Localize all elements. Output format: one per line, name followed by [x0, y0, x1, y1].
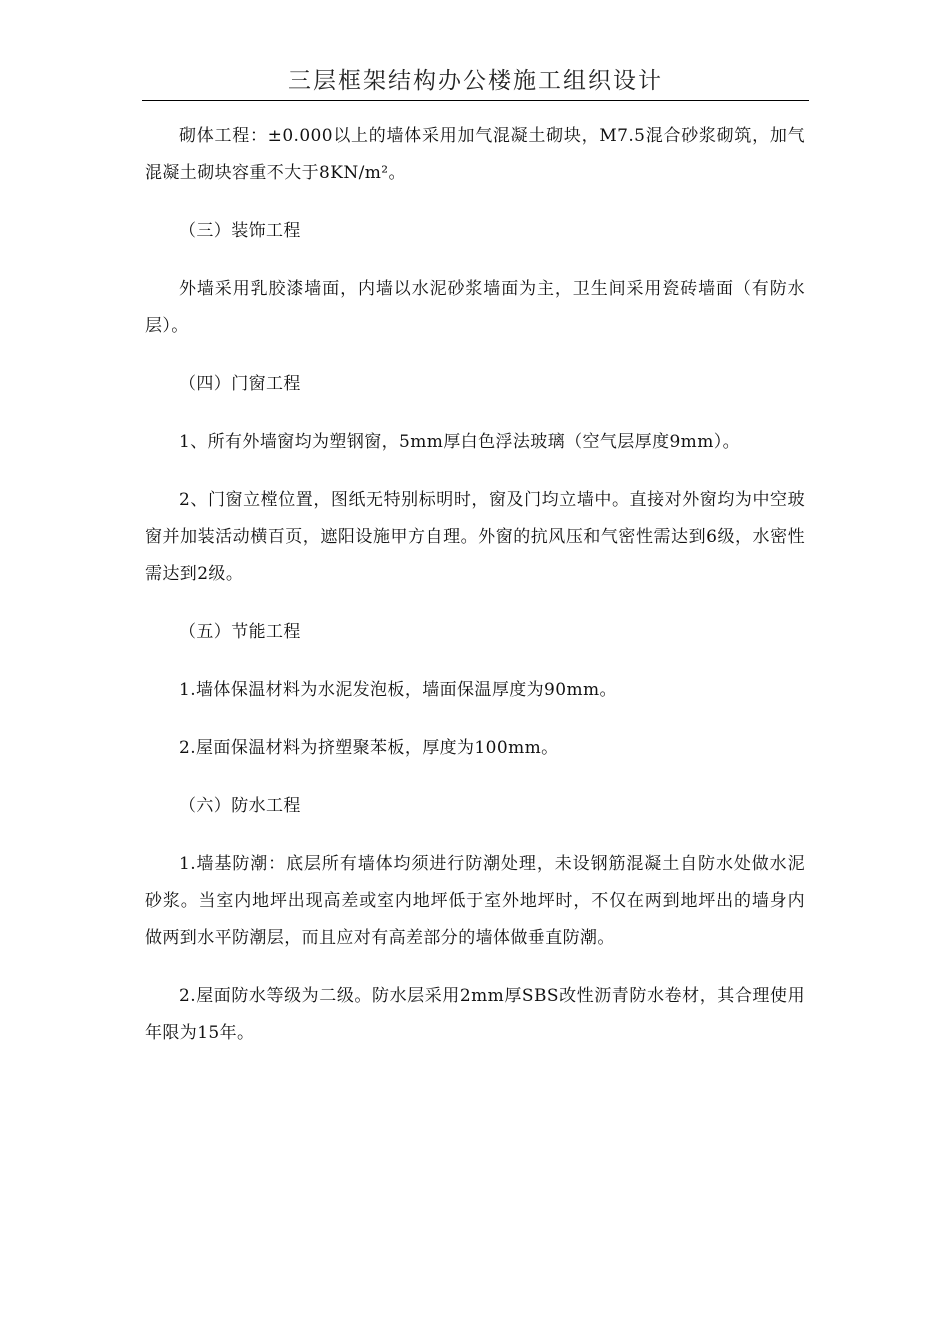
masonry-paragraph: 砌体工程：±0.000以上的墙体采用加气混凝土砌块，M7.5混合砂浆砌筑，加气混凝土砌块容重不大于8KN/m²。	[145, 126, 805, 183]
waterproofing-item-2: 2.屋面防水等级为二级。防水层采用2mm厚SBS改性沥青防水卷材，其合理使用年限为15年。	[145, 986, 805, 1043]
energy-saving-item-1: 1.墙体保温材料为水泥发泡板，墙面保温厚度为90mm。	[179, 680, 617, 700]
decoration-heading: （三）装饰工程	[179, 221, 301, 241]
doors-windows-item-1: 1、所有外墙窗均为塑钢窗，5mm厚白色浮法玻璃（空气层厚度9mm）。	[179, 432, 741, 452]
page-title: 三层框架结构办公楼施工组织设计	[288, 68, 663, 94]
waterproofing-item-1: 1.墙基防潮：底层所有墙体均须进行防潮处理，未设钢筋混凝土自防水处做水泥砂浆。当室内地坪出现高差或室内地坪低于室外地坪时，不仅在两到地坪出的墙身内做两到水平防潮层，而且应对有高差部分的墙体做垂直防潮。	[145, 854, 805, 948]
doors-windows-heading: （四）门窗工程	[179, 374, 301, 394]
decoration-paragraph: 外墙采用乳胶漆墙面，内墙以水泥砂浆墙面为主，卫生间采用瓷砖墙面（有防水层）。	[145, 279, 805, 336]
energy-saving-heading: （五）节能工程	[179, 622, 301, 642]
document-body	[145, 118, 805, 1052]
doors-windows-item-2: 2、门窗立樘位置，图纸无特别标明时，窗及门均立墙中。直接对外窗均为中空玻窗并加装活动横百页，遮阳设施甲方自理。外窗的抗风压和气密性需达到6级，水密性需达到2级。	[145, 490, 805, 584]
page-header	[142, 58, 809, 101]
waterproofing-heading: （六）防水工程	[179, 796, 301, 816]
energy-saving-item-2: 2.屋面保温材料为挤塑聚苯板，厚度为100mm。	[179, 738, 559, 758]
